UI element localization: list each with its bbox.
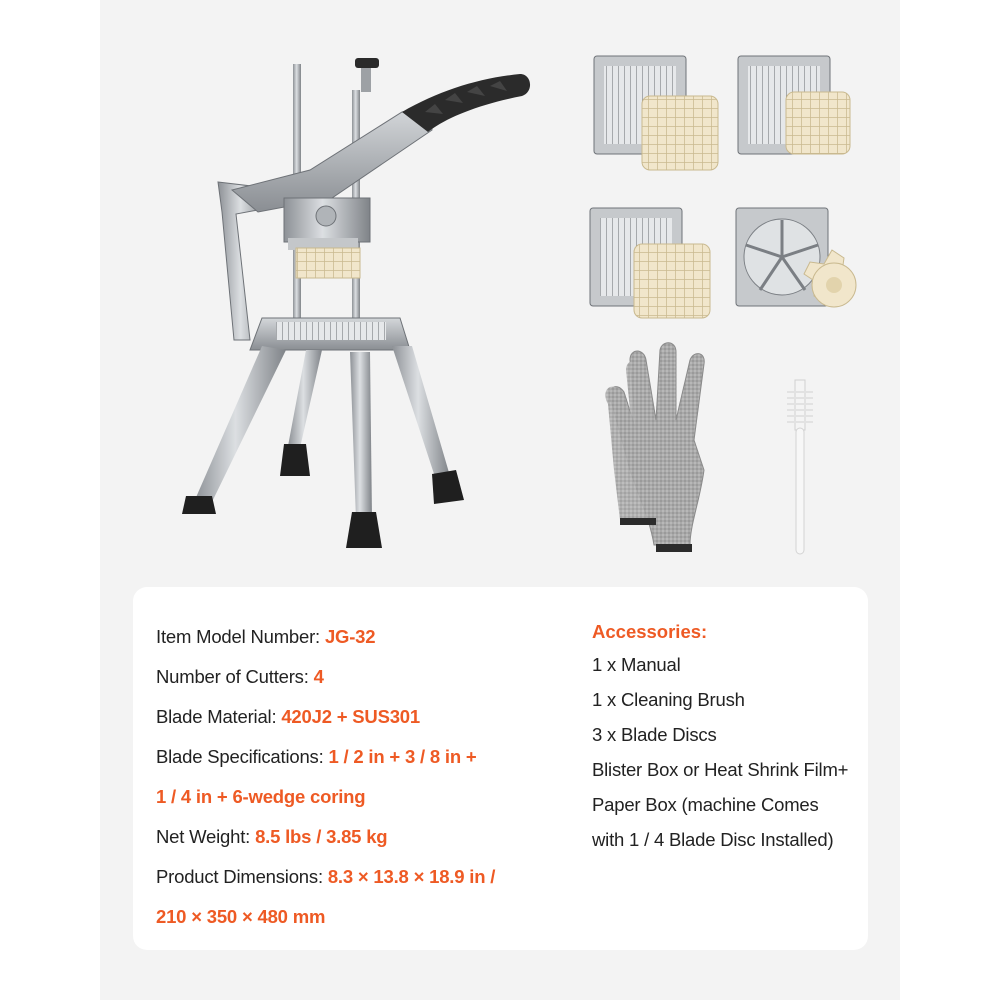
blade-disc-image <box>738 56 850 154</box>
accessory-item: 3 x Blade Discs <box>592 724 717 745</box>
model-number-label: Item Model Number: <box>156 626 325 647</box>
dimensions-row <box>156 857 556 897</box>
cutters-row <box>156 657 556 697</box>
dimensions-value-1: 8.3 × 13.8 × 18.9 in / <box>327 866 496 887</box>
cleaning-brush-image <box>787 380 813 554</box>
blade-spec-value-1: 1 / 2 in + 3 / 8 in + <box>328 746 477 767</box>
dimensions-value-2: 210 × 350 × 480 mm <box>156 906 326 927</box>
model-number-value: JG-32 <box>324 626 376 647</box>
blade-material-value: 420J2 + SUS301 <box>281 706 420 727</box>
blade-spec-row <box>156 737 556 777</box>
blade-spec-value-2: 1 / 4 in + 6-wedge coring <box>156 786 366 807</box>
model-number-row <box>156 617 556 657</box>
accessory-item: 1 x Manual <box>592 654 681 675</box>
accessory-item: with 1 / 4 Blade Disc Installed) <box>592 829 834 850</box>
blade-spec-row-cont <box>156 777 556 817</box>
blade-spec-label: Blade Specifications: <box>156 746 329 767</box>
accessory-item: 1 x Cleaning Brush <box>592 689 745 710</box>
accessories-title: Accessories: <box>592 621 708 642</box>
blade-disc-image <box>594 56 718 170</box>
cutters-value: 4 <box>313 666 324 687</box>
blade-material-row <box>156 697 556 737</box>
accessory-item: Blister Box or Heat Shrink Film+ <box>592 759 849 780</box>
dimensions-row-cont <box>156 897 556 937</box>
blade-material-label: Blade Material: <box>156 706 282 727</box>
net-weight-value: 8.5 lbs / 3.85 kg <box>255 826 388 847</box>
cutters-label: Number of Cutters: <box>156 666 314 687</box>
spec-card <box>133 587 868 950</box>
vegetable-chopper-image <box>182 58 530 548</box>
blade-disc-image <box>590 208 710 318</box>
cut-resistant-gloves-image <box>605 343 704 552</box>
specifications <box>156 617 556 937</box>
net-weight-label: Net Weight: <box>156 826 256 847</box>
accessories <box>592 617 862 857</box>
dimensions-label: Product Dimensions: <box>156 866 328 887</box>
net-weight-row <box>156 817 556 857</box>
wedge-coring-image <box>736 208 856 307</box>
accessory-item: Paper Box (machine Comes <box>592 794 819 815</box>
